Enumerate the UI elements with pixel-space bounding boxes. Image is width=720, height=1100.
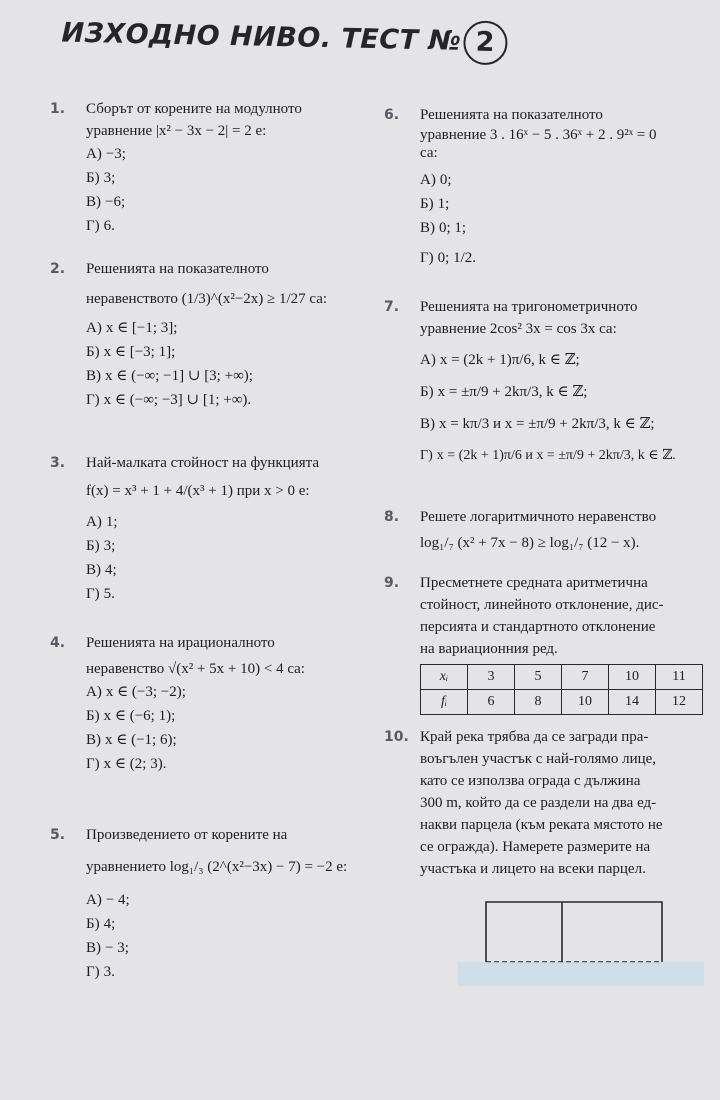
option-b[interactable]: Б) 1;	[420, 196, 450, 212]
options-list	[86, 316, 370, 412]
option-a[interactable]: А) −3;	[86, 146, 126, 162]
option-d[interactable]: Г) x ∈ (2; 3).	[86, 756, 167, 772]
problem-number: 1.	[50, 101, 66, 117]
table-cell: 6	[468, 690, 515, 715]
option-a[interactable]: А) x = (2k + 1)π/6, k ∈ ℤ;	[420, 352, 580, 368]
stem-line: уравнение 3 . 16ˣ − 5 . 36ˣ + 2 . 9²ˣ = 0	[420, 127, 657, 143]
option-d[interactable]: Г) 3.	[86, 964, 115, 980]
title-text: ИЗХОДНО НИВО. ТЕСТ №	[61, 17, 462, 57]
options-list	[86, 680, 370, 776]
problem-8	[384, 506, 714, 572]
stem-line: неравенство √(x² + 5x + 10) < 4 са:	[86, 661, 305, 677]
table-header-cell: xᵢ	[421, 665, 468, 690]
table-cell: 3	[468, 665, 515, 690]
field-diagram	[484, 900, 664, 964]
problem-stem	[86, 824, 370, 878]
options-list	[420, 344, 714, 472]
option-b[interactable]: Б) 4;	[86, 916, 116, 932]
problem-number: 2.	[50, 261, 66, 277]
stem-line: на вариационния ред.	[420, 641, 558, 657]
option-d[interactable]: Г) x = (2k + 1)π/6 и x = ±π/9 + 2kπ/3, k ∈ ℤ.	[420, 448, 676, 463]
table-row	[421, 665, 703, 690]
stem-line: Най-малката стойност на функцията	[86, 455, 320, 471]
fence-outline	[486, 902, 662, 962]
table-header-cell: fᵢ	[421, 690, 468, 715]
stem-line: воъгълен участък с най-голямо лице,	[420, 751, 657, 767]
problem-1	[50, 98, 370, 246]
stem-line: уравнение |x² − 3x − 2| = 2 е:	[86, 123, 267, 139]
stem-line: като се използва ограда с дължина	[420, 773, 641, 789]
stem-line: уравнение 2cos² 3x = cos 3x са:	[420, 321, 617, 337]
problem-number: 6.	[384, 107, 400, 123]
stem-line: log₁/₇ (x² + 7x − 8) ≥ log₁/₇ (12 − x).	[420, 535, 640, 551]
table-cell: 14	[609, 690, 656, 715]
option-a[interactable]: А) x ∈ [−1; 3];	[86, 320, 178, 336]
option-a[interactable]: А) − 4;	[86, 892, 130, 908]
table-cell: 7	[562, 665, 609, 690]
option-d[interactable]: Г) 0; 1/2.	[420, 250, 477, 266]
problem-number: 4.	[50, 635, 66, 651]
stem-line: 300 m, който да се раздели на два ед-	[420, 795, 657, 811]
stem-line: се огражда). Намерете размерите на	[420, 839, 651, 855]
option-b[interactable]: Б) x ∈ [−3; 1];	[86, 344, 176, 360]
river-shading	[458, 962, 704, 986]
option-a[interactable]: А) 0;	[420, 172, 452, 188]
option-d[interactable]: Г) 5.	[86, 586, 115, 602]
stem-line: Решенията на показателното	[86, 261, 269, 277]
problem-number: 3.	[50, 455, 66, 471]
stem-line: уравнението log₁/₃ (2^(x²−3x) − 7) = −2 е:	[86, 859, 348, 875]
table-cell: 11	[656, 665, 703, 690]
problem-stem	[420, 726, 714, 880]
options-list	[86, 888, 370, 984]
problem-2	[50, 258, 370, 442]
problem-10	[384, 726, 714, 896]
stem-line: Решенията на показателното	[420, 107, 603, 123]
stem-line: неравенството (1/3)^(x²−2x) ≥ 1/27 са:	[86, 291, 328, 307]
problem-stem	[420, 572, 714, 660]
problem-stem	[420, 506, 714, 554]
option-c[interactable]: В) − 3;	[86, 940, 129, 956]
problem-7	[384, 296, 714, 492]
stem-line: персията и стандартното отклонение	[420, 619, 656, 635]
option-b[interactable]: Б) x ∈ (−6; 1);	[86, 708, 176, 724]
right-column	[384, 104, 714, 896]
stem-line: Сборът от корените на модулното	[86, 101, 302, 117]
stem-line: стойност, линейното отклонение, дис-	[420, 597, 664, 613]
test-number-circle: 2	[463, 20, 508, 65]
option-c[interactable]: В) 4;	[86, 562, 117, 578]
stem-line: накви парцела (към реката мястото не	[420, 817, 663, 833]
options-list	[86, 510, 370, 606]
problem-3	[50, 452, 370, 618]
option-c[interactable]: В) x ∈ (−∞; −1] ∪ [3; +∞);	[86, 368, 253, 384]
stem-line: f(x) = x³ + 1 + 4/(x³ + 1) при x > 0 е:	[86, 483, 310, 499]
stem-line: Решете логаритмичното неравенство	[420, 509, 657, 525]
problem-stem	[86, 258, 370, 310]
problem-stem	[420, 296, 714, 340]
options-list	[420, 168, 714, 270]
problem-9	[384, 572, 714, 712]
option-a[interactable]: А) x ∈ (−3; −2);	[86, 684, 186, 700]
problem-4	[50, 632, 370, 800]
table-cell: 5	[515, 665, 562, 690]
problem-number: 9.	[384, 575, 400, 591]
option-c[interactable]: В) x = kπ/3 и x = ±π/9 + 2kπ/3, k ∈ ℤ;	[420, 416, 655, 432]
stem-line: Решенията на ирационалното	[86, 635, 275, 651]
problem-6	[384, 104, 714, 280]
option-c[interactable]: В) x ∈ (−1; 6);	[86, 732, 177, 748]
problem-stem	[86, 452, 370, 502]
option-d[interactable]: Г) 6.	[86, 218, 115, 234]
option-a[interactable]: А) 1;	[86, 514, 118, 530]
problem-stem	[86, 98, 370, 142]
option-c[interactable]: В) −6;	[86, 194, 126, 210]
table-cell: 12	[656, 690, 703, 715]
problem-stem	[420, 104, 714, 162]
problem-number: 5.	[50, 827, 66, 843]
option-b[interactable]: Б) 3;	[86, 538, 116, 554]
option-c[interactable]: В) 0; 1;	[420, 220, 467, 236]
problem-number: 7.	[384, 299, 400, 315]
stem-line: Пресметнете средната аритметична	[420, 575, 648, 591]
page-title	[61, 12, 508, 65]
table-cell: 10	[609, 665, 656, 690]
problem-number: 8.	[384, 509, 400, 525]
problem-number: 10.	[384, 729, 409, 745]
table-cell: 10	[562, 690, 609, 715]
option-d[interactable]: Г) x ∈ (−∞; −3] ∪ [1; +∞).	[86, 392, 252, 408]
option-b[interactable]: Б) x = ±π/9 + 2kπ/3, k ∈ ℤ;	[420, 384, 588, 400]
stem-line: Край река трябва да се загради пра-	[420, 729, 649, 745]
stem-line: Решенията на тригонометричното	[420, 299, 638, 315]
table-row	[421, 690, 703, 715]
option-b[interactable]: Б) 3;	[86, 170, 116, 186]
variation-table	[420, 664, 703, 715]
problem-stem	[86, 632, 370, 680]
table-cell: 8	[515, 690, 562, 715]
stem-line: участъка и лицето на всеки парцел.	[420, 861, 646, 877]
problem-5	[50, 824, 370, 1004]
options-list	[86, 142, 370, 238]
left-column	[50, 98, 370, 1004]
stem-line: Произведението от корените на	[86, 827, 288, 843]
stem-line: са:	[420, 145, 438, 161]
